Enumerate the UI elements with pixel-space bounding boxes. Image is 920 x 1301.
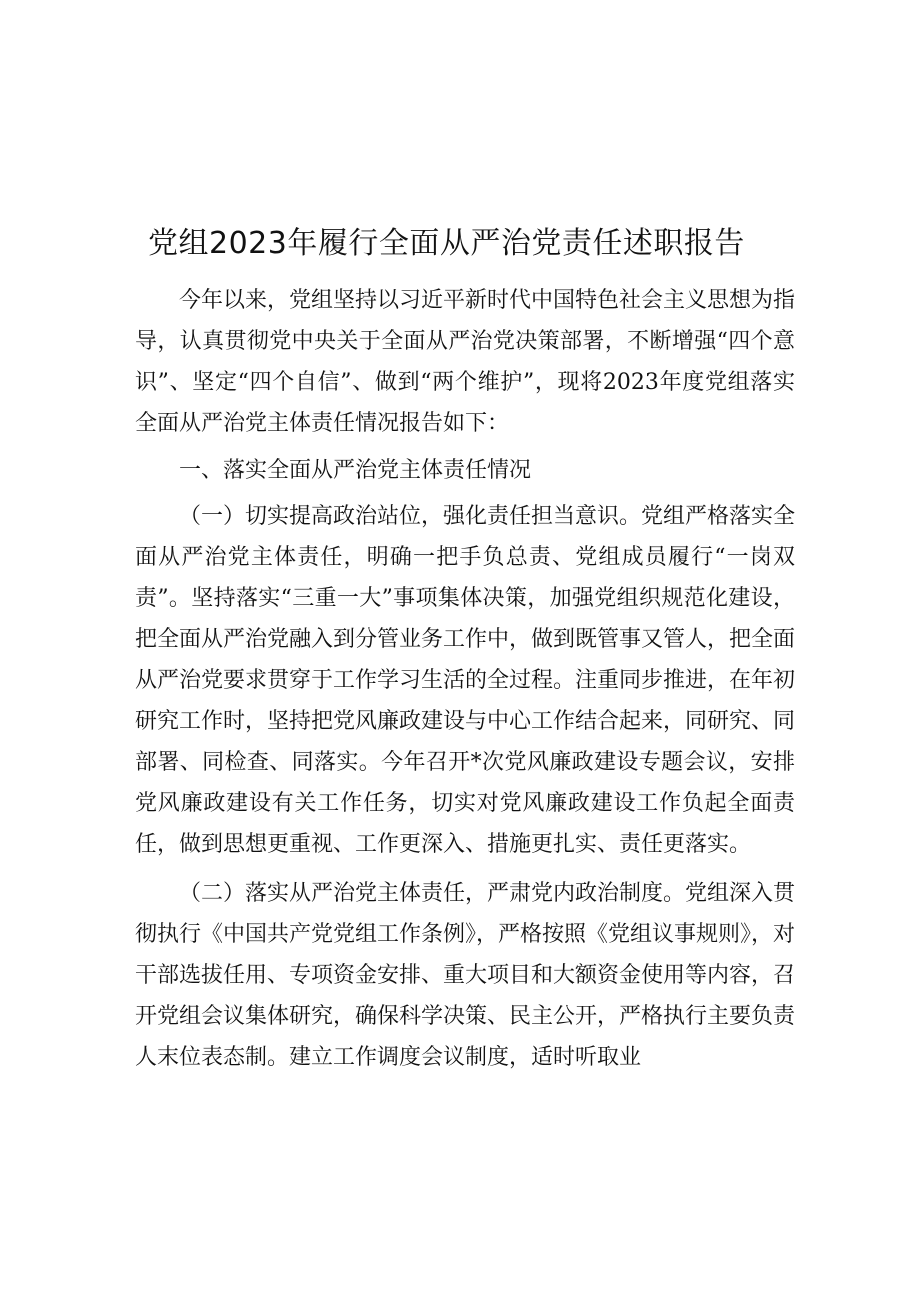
section-heading: 一、落实全面从严治党主体责任情况 bbox=[179, 458, 532, 483]
body-paragraph: （二）落实从严治党主体责任，严肃党内政治制度。党组深入贯彻执行《中国共产党党组工作条例》，严格按照《党组议事规则》，对干部选拔任用、专项资金安排、重大项目和大额资金使用等内容，召开党组会议集体研究，确保科学决策、民主公开，严格执行主要负责人末位表态制。建立工作调度会议制度，适时听取业 bbox=[135, 881, 796, 1070]
document-body bbox=[135, 280, 795, 1078]
intro-paragraph: 今年以来，党组坚持以习近平新时代中国特色社会主义思想为指导，认真贯彻党中央关于全面从严治党决策部署，不断增强“四个意识”、坚定“四个自信”、做到“两个维护”，现将2023年度党组落实全面从严治党主体责任情况报告如下： bbox=[135, 288, 796, 436]
document-title: 党组2023年履行全面从严治党责任述职报告 bbox=[148, 226, 745, 261]
body-paragraph: （一）切实提高政治站位，强化责任担当意识。党组严格落实全面从严治党主体责任，明确一把手负总责、党组成员履行“一岗双责”。坚持落实“三重一大”事项集体决策，加强党组织规范化建设，把全面从严治党融入到分管业务工作中，做到既管事又管人，把全面从严治党要求贯穿于工作学习生活的全过程。注重同步推进，在年初研究工作时，坚持把党风廉政建设与中心工作结合起来，同研究、同部署、同检查、同落实。今年召开*次党风廉政建设专题会议，安排党风廉政建设有关工作任务，切实对党风廉政建设工作负起全面责任，做到思想更重视、工作更深入、措施更扎实、责任更落实。 bbox=[135, 504, 796, 857]
